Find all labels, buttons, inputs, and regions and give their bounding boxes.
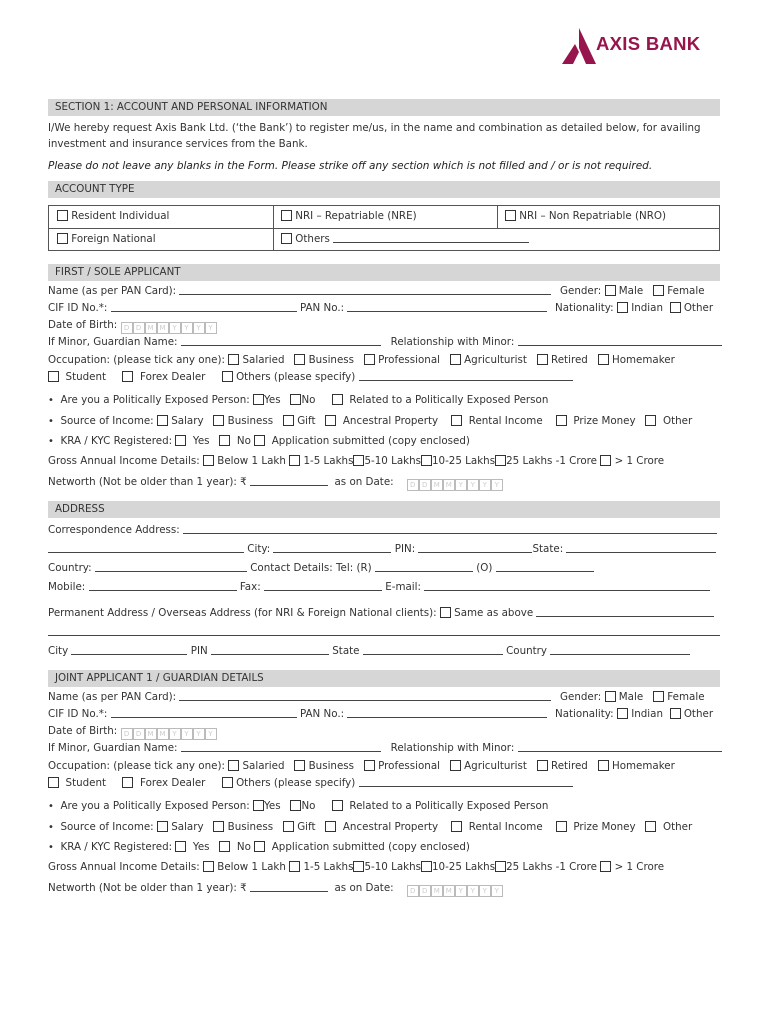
mobile-field[interactable] <box>89 581 237 591</box>
date-cell: D <box>407 885 419 897</box>
first-occupation-label: Occupation: (please tick any one): <box>48 354 225 366</box>
joint-pep-yes-label: Yes <box>264 800 281 812</box>
date-cell: M <box>443 885 455 897</box>
first-networth-label: Networth (Not be older than 1 year): ₹ <box>48 476 247 488</box>
joint-rental-label: Rental Income <box>468 821 543 833</box>
fax-label: Fax: <box>239 581 261 593</box>
joint-cif-label: CIF ID No.*: <box>48 708 108 720</box>
pin2-field[interactable] <box>211 645 329 655</box>
first-inc1-checkbox[interactable] <box>203 455 214 466</box>
first-male-checkbox[interactable] <box>605 285 616 296</box>
same-as-above-checkbox[interactable] <box>440 607 451 618</box>
joint-ancestral-label: Ancestral Property <box>342 821 439 833</box>
first-inc2-checkbox[interactable] <box>289 455 300 466</box>
pin2-label: PIN <box>190 645 208 657</box>
first-salaried-label: Salaried <box>242 354 285 366</box>
first-as-on-label: as on Date: <box>334 476 394 488</box>
date-cell: D <box>407 479 419 491</box>
date-cell: Y <box>455 479 467 491</box>
state-label: State: <box>532 543 564 555</box>
joint-others-occ-checkbox[interactable] <box>222 777 233 788</box>
instruction-note: Please do not leave any blanks in the Form. Please strike off any section which is not filled and / or is not required. <box>48 160 653 172</box>
joint-male-checkbox[interactable] <box>605 691 616 702</box>
brand-name: AXIS BANK <box>596 33 701 54</box>
first-networth-field[interactable] <box>250 476 328 486</box>
date-cell: D <box>121 728 133 740</box>
office-label: (O) <box>476 562 493 574</box>
joint-gross-label: Gross Annual Income Details: <box>48 861 200 873</box>
joint-as-on-date-field[interactable] <box>407 884 503 897</box>
first-gender-label: Gender: <box>560 285 602 297</box>
joint-others-occ-label: Others (please specify) <box>236 777 356 789</box>
first-src-business-checkbox[interactable] <box>213 415 224 426</box>
joint-other-nationality-label: Other <box>683 708 714 720</box>
joint-networth-label: Networth (Not be older than 1 year): ₹ <box>48 882 247 894</box>
first-gift-label: Gift <box>297 415 316 427</box>
state2-field[interactable] <box>363 645 503 655</box>
first-as-on-date-field[interactable] <box>407 478 503 491</box>
joint-pep-no-checkbox[interactable] <box>290 800 301 811</box>
first-cif-label: CIF ID No.*: <box>48 302 108 314</box>
joint-kyc-no-checkbox[interactable] <box>219 841 230 852</box>
joint-dob-label: Date of Birth: <box>48 725 118 737</box>
joint-guardian-field[interactable] <box>181 742 381 752</box>
correspondence-field[interactable] <box>183 524 717 534</box>
foreign-national-label: Foreign National <box>71 233 156 245</box>
first-others-occ-checkbox[interactable] <box>222 371 233 382</box>
first-pep-label: Are you a Politically Exposed Person: <box>60 394 250 406</box>
joint-nationality-label: Nationality: <box>555 708 614 720</box>
first-agriculturist-checkbox[interactable] <box>450 354 461 365</box>
foreign-national-checkbox[interactable] <box>57 233 68 244</box>
joint-agriculturist-label: Agriculturist <box>464 760 527 772</box>
joint-app-submitted-checkbox[interactable] <box>254 841 265 852</box>
first-dob-label: Date of Birth: <box>48 319 118 331</box>
first-kyc-no-checkbox[interactable] <box>219 435 230 446</box>
joint-inc1-label: Below 1 Lakh <box>217 861 286 873</box>
joint-inc4-checkbox[interactable] <box>421 861 432 872</box>
date-cell: Y <box>205 322 217 334</box>
first-agriculturist-label: Agriculturist <box>464 354 527 366</box>
joint-indian-checkbox[interactable] <box>617 708 628 719</box>
joint-related-pep-checkbox[interactable] <box>332 800 343 811</box>
joint-ancestral-checkbox[interactable] <box>325 821 336 832</box>
date-cell: Y <box>467 479 479 491</box>
date-cell: Y <box>467 885 479 897</box>
first-app-submitted-label: Application submitted (copy enclosed) <box>271 435 470 447</box>
joint-indian-label: Indian <box>631 708 663 720</box>
email-label: E-mail: <box>385 581 421 593</box>
first-salary-label: Salary <box>171 415 204 427</box>
date-cell: Y <box>479 479 491 491</box>
nre-label: NRI – Repatriable (NRE) <box>295 210 417 222</box>
first-rental-label: Rental Income <box>468 415 543 427</box>
pin-field[interactable] <box>418 543 532 553</box>
first-student-label: Student <box>65 371 107 383</box>
date-cell: M <box>431 885 443 897</box>
address-title: ADDRESS <box>48 501 720 518</box>
joint-professional-checkbox[interactable] <box>364 760 375 771</box>
others-checkbox[interactable] <box>281 233 292 244</box>
first-src-business-label: Business <box>227 415 274 427</box>
address-line2-field[interactable] <box>48 543 244 553</box>
joint-female-checkbox[interactable] <box>653 691 664 702</box>
first-female-checkbox[interactable] <box>653 285 664 296</box>
first-pan-field[interactable] <box>347 302 547 312</box>
email-field[interactable] <box>424 581 710 591</box>
first-other-nationality-checkbox[interactable] <box>670 302 681 313</box>
account-type-title: ACCOUNT TYPE <box>48 181 720 198</box>
first-inc3-checkbox[interactable] <box>353 455 364 466</box>
first-kyc-label: KRA / KYC Registered: <box>60 435 173 447</box>
resident-label: Resident Individual <box>71 210 170 222</box>
joint-kyc-yes-checkbox[interactable] <box>175 841 186 852</box>
first-gift-checkbox[interactable] <box>283 415 294 426</box>
first-inc5-label: 25 Lakhs -1 Crore <box>506 455 598 467</box>
permanent-label: Permanent Address / Overseas Address (for NRI & Foreign National clients): <box>48 607 437 619</box>
first-applicant-title: FIRST / SOLE APPLICANT <box>48 264 720 281</box>
first-others-occ-field[interactable] <box>359 371 573 381</box>
date-cell: D <box>133 322 145 334</box>
joint-salary-checkbox[interactable] <box>157 821 168 832</box>
first-related-pep-checkbox[interactable] <box>332 394 343 405</box>
first-inc3-label: 5-10 Lakhs <box>364 455 421 467</box>
country-label: Country: <box>48 562 92 574</box>
first-others-occ-label: Others (please specify) <box>236 371 356 383</box>
first-indian-checkbox[interactable] <box>617 302 628 313</box>
first-male-label: Male <box>618 285 644 297</box>
first-guardian-label: If Minor, Guardian Name: <box>48 336 178 348</box>
date-cell: D <box>419 885 431 897</box>
date-cell: Y <box>205 728 217 740</box>
joint-forex-checkbox[interactable] <box>122 777 133 788</box>
first-student-checkbox[interactable] <box>48 371 59 382</box>
first-business-checkbox[interactable] <box>294 354 305 365</box>
joint-inc3-label: 5-10 Lakhs <box>364 861 421 873</box>
date-cell: D <box>133 728 145 740</box>
date-cell: M <box>145 322 157 334</box>
joint-dob-field[interactable] <box>121 727 217 740</box>
first-homemaker-label: Homemaker <box>611 354 675 366</box>
state-field[interactable] <box>566 543 716 553</box>
contact-label: Contact Details: Tel: (R) <box>250 562 372 574</box>
first-gross-label: Gross Annual Income Details: <box>48 455 200 467</box>
intro-line1: I/We hereby request Axis Bank Ltd. (‘the Bank’) to register me/us, in the name and combination as detailed below, for availing <box>48 122 701 134</box>
first-inc2-label: 1-5 Lakhs <box>303 455 354 467</box>
others-label: Others <box>295 233 330 245</box>
joint-inc5-checkbox[interactable] <box>495 861 506 872</box>
first-prize-checkbox[interactable] <box>556 415 567 426</box>
first-homemaker-checkbox[interactable] <box>598 354 609 365</box>
joint-inc2-checkbox[interactable] <box>289 861 300 872</box>
first-salary-checkbox[interactable] <box>157 415 168 426</box>
joint-relationship-field[interactable] <box>518 742 722 752</box>
date-cell: Y <box>455 885 467 897</box>
joint-gender-label: Gender: <box>560 691 602 703</box>
joint-pan-field[interactable] <box>347 708 547 718</box>
first-guardian-field[interactable] <box>181 336 381 346</box>
resident-checkbox[interactable] <box>57 210 68 221</box>
first-retired-label: Retired <box>551 354 588 366</box>
first-rental-checkbox[interactable] <box>451 415 462 426</box>
joint-retired-checkbox[interactable] <box>537 760 548 771</box>
date-cell: Y <box>181 322 193 334</box>
joint-inc5-label: 25 Lakhs -1 Crore <box>506 861 598 873</box>
mobile-label: Mobile: <box>48 581 86 593</box>
date-cell: Y <box>491 479 503 491</box>
country2-label: Country <box>506 645 547 657</box>
joint-applicant-title: JOINT APPLICANT 1 / GUARDIAN DETAILS <box>48 670 720 687</box>
first-female-label: Female <box>667 285 705 297</box>
first-pep-no-checkbox[interactable] <box>290 394 301 405</box>
joint-src-business-label: Business <box>227 821 274 833</box>
joint-src-other-checkbox[interactable] <box>645 821 656 832</box>
date-cell: D <box>121 322 133 334</box>
state2-label: State <box>332 645 360 657</box>
joint-pep-no-label: No <box>301 800 316 812</box>
joint-homemaker-checkbox[interactable] <box>598 760 609 771</box>
first-retired-checkbox[interactable] <box>537 354 548 365</box>
nro-checkbox[interactable] <box>505 210 516 221</box>
date-cell: M <box>157 322 169 334</box>
joint-gift-checkbox[interactable] <box>283 821 294 832</box>
joint-guardian-label: If Minor, Guardian Name: <box>48 742 178 754</box>
tel-o-field[interactable] <box>496 562 594 572</box>
joint-student-label: Student <box>65 777 107 789</box>
city2-field[interactable] <box>71 645 187 655</box>
date-cell: M <box>145 728 157 740</box>
first-prize-label: Prize Money <box>573 415 636 427</box>
first-inc4-label: 10-25 Lakhs <box>431 455 496 467</box>
joint-agriculturist-checkbox[interactable] <box>450 760 461 771</box>
first-inc1-label: Below 1 Lakh <box>217 455 286 467</box>
section1-title: SECTION 1: ACCOUNT AND PERSONAL INFORMATION <box>48 99 720 116</box>
first-professional-label: Professional <box>378 354 441 366</box>
pin-label: PIN: <box>394 543 416 555</box>
date-cell: Y <box>169 322 181 334</box>
joint-inc2-label: 1-5 Lakhs <box>303 861 354 873</box>
first-pep-no-label: No <box>301 394 316 406</box>
date-cell: D <box>419 479 431 491</box>
joint-occupation-label: Occupation: (please tick any one): <box>48 760 225 772</box>
first-kyc-yes-label: Yes <box>192 435 210 447</box>
joint-inc1-checkbox[interactable] <box>203 861 214 872</box>
axis-bank-logo <box>562 28 596 64</box>
first-dob-field[interactable] <box>121 321 217 334</box>
joint-name-field[interactable] <box>179 691 551 701</box>
joint-app-submitted-label: Application submitted (copy enclosed) <box>271 841 470 853</box>
joint-pep-label: Are you a Politically Exposed Person: <box>60 800 250 812</box>
city-label: City: <box>247 543 271 555</box>
first-ancestral-label: Ancestral Property <box>342 415 439 427</box>
date-cell: Y <box>181 728 193 740</box>
country2-field[interactable] <box>550 645 690 655</box>
permanent-field[interactable] <box>536 607 714 617</box>
first-pep-yes-label: Yes <box>264 394 281 406</box>
joint-kyc-no-label: No <box>236 841 251 853</box>
joint-inc6-label: > 1 Crore <box>614 861 665 873</box>
first-name-label: Name (as per PAN Card): <box>48 285 177 297</box>
same-as-above-label: Same as above <box>454 607 534 619</box>
joint-female-label: Female <box>667 691 705 703</box>
first-kyc-no-label: No <box>236 435 251 447</box>
first-indian-label: Indian <box>631 302 663 314</box>
joint-salaried-checkbox[interactable] <box>228 760 239 771</box>
joint-rental-checkbox[interactable] <box>451 821 462 832</box>
date-cell: Y <box>491 885 503 897</box>
tel-r-field[interactable] <box>375 562 473 572</box>
first-kyc-yes-checkbox[interactable] <box>175 435 186 446</box>
first-inc6-label: > 1 Crore <box>614 455 665 467</box>
first-inc5-checkbox[interactable] <box>495 455 506 466</box>
joint-business-checkbox[interactable] <box>294 760 305 771</box>
first-professional-checkbox[interactable] <box>364 354 375 365</box>
first-other-nationality-label: Other <box>683 302 714 314</box>
city2-label: City <box>48 645 69 657</box>
joint-inc4-label: 10-25 Lakhs <box>431 861 496 873</box>
joint-salaried-label: Salaried <box>242 760 285 772</box>
others-field[interactable] <box>333 233 529 243</box>
first-forex-checkbox[interactable] <box>122 371 133 382</box>
date-cell: Y <box>193 322 205 334</box>
first-forex-label: Forex Dealer <box>140 371 206 383</box>
first-src-other-checkbox[interactable] <box>645 415 656 426</box>
first-nationality-label: Nationality: <box>555 302 614 314</box>
joint-professional-label: Professional <box>378 760 441 772</box>
date-cell: Y <box>193 728 205 740</box>
first-inc6-checkbox[interactable] <box>600 455 611 466</box>
joint-gift-label: Gift <box>297 821 316 833</box>
joint-src-other-label: Other <box>662 821 693 833</box>
correspondence-label: Correspondence Address: <box>48 524 180 536</box>
first-name-field[interactable] <box>179 285 551 295</box>
joint-prize-checkbox[interactable] <box>556 821 567 832</box>
joint-as-on-label: as on Date: <box>334 882 394 894</box>
joint-relationship-label: Relationship with Minor: <box>390 742 515 754</box>
city-field[interactable] <box>273 543 391 553</box>
first-business-label: Business <box>308 354 355 366</box>
joint-salary-label: Salary <box>171 821 204 833</box>
date-cell: M <box>157 728 169 740</box>
date-cell: Y <box>479 885 491 897</box>
first-salaried-checkbox[interactable] <box>228 354 239 365</box>
permanent-line2-field[interactable] <box>48 626 720 636</box>
joint-inc3-checkbox[interactable] <box>353 861 364 872</box>
joint-other-nationality-checkbox[interactable] <box>670 708 681 719</box>
joint-pan-label: PAN No.: <box>299 708 345 720</box>
first-relationship-label: Relationship with Minor: <box>390 336 515 348</box>
nro-label: NRI – Non Repatriable (NRO) <box>519 210 666 222</box>
first-source-label: Source of Income: <box>60 415 154 427</box>
joint-others-occ-field[interactable] <box>359 777 573 787</box>
date-cell: M <box>431 479 443 491</box>
joint-student-checkbox[interactable] <box>48 777 59 788</box>
joint-male-label: Male <box>618 691 644 703</box>
joint-homemaker-label: Homemaker <box>611 760 675 772</box>
fax-field[interactable] <box>264 581 382 591</box>
joint-inc6-checkbox[interactable] <box>600 861 611 872</box>
joint-cif-field[interactable] <box>111 708 297 718</box>
date-cell: M <box>443 479 455 491</box>
first-cif-field[interactable] <box>111 302 297 312</box>
joint-name-label: Name (as per PAN Card): <box>48 691 177 703</box>
joint-source-label: Source of Income: <box>60 821 154 833</box>
joint-forex-label: Forex Dealer <box>140 777 206 789</box>
first-inc4-checkbox[interactable] <box>421 455 432 466</box>
joint-pep-yes-checkbox[interactable] <box>253 800 264 811</box>
account-type-table <box>48 205 720 251</box>
first-app-submitted-checkbox[interactable] <box>254 435 265 446</box>
first-ancestral-checkbox[interactable] <box>325 415 336 426</box>
first-relationship-field[interactable] <box>518 336 722 346</box>
joint-kyc-label: KRA / KYC Registered: <box>60 841 173 853</box>
joint-business-label: Business <box>308 760 355 772</box>
joint-networth-field[interactable] <box>250 882 328 892</box>
nre-checkbox[interactable] <box>281 210 292 221</box>
joint-src-business-checkbox[interactable] <box>213 821 224 832</box>
date-cell: Y <box>169 728 181 740</box>
joint-related-pep-label: Related to a Politically Exposed Person <box>349 800 549 812</box>
country-field[interactable] <box>95 562 247 572</box>
joint-retired-label: Retired <box>551 760 588 772</box>
first-src-other-label: Other <box>662 415 693 427</box>
intro-line2: investment and insurance services from the Bank. <box>48 138 308 150</box>
joint-kyc-yes-label: Yes <box>192 841 210 853</box>
joint-prize-label: Prize Money <box>573 821 636 833</box>
first-pep-yes-checkbox[interactable] <box>253 394 264 405</box>
first-related-pep-label: Related to a Politically Exposed Person <box>349 394 549 406</box>
first-pan-label: PAN No.: <box>299 302 345 314</box>
